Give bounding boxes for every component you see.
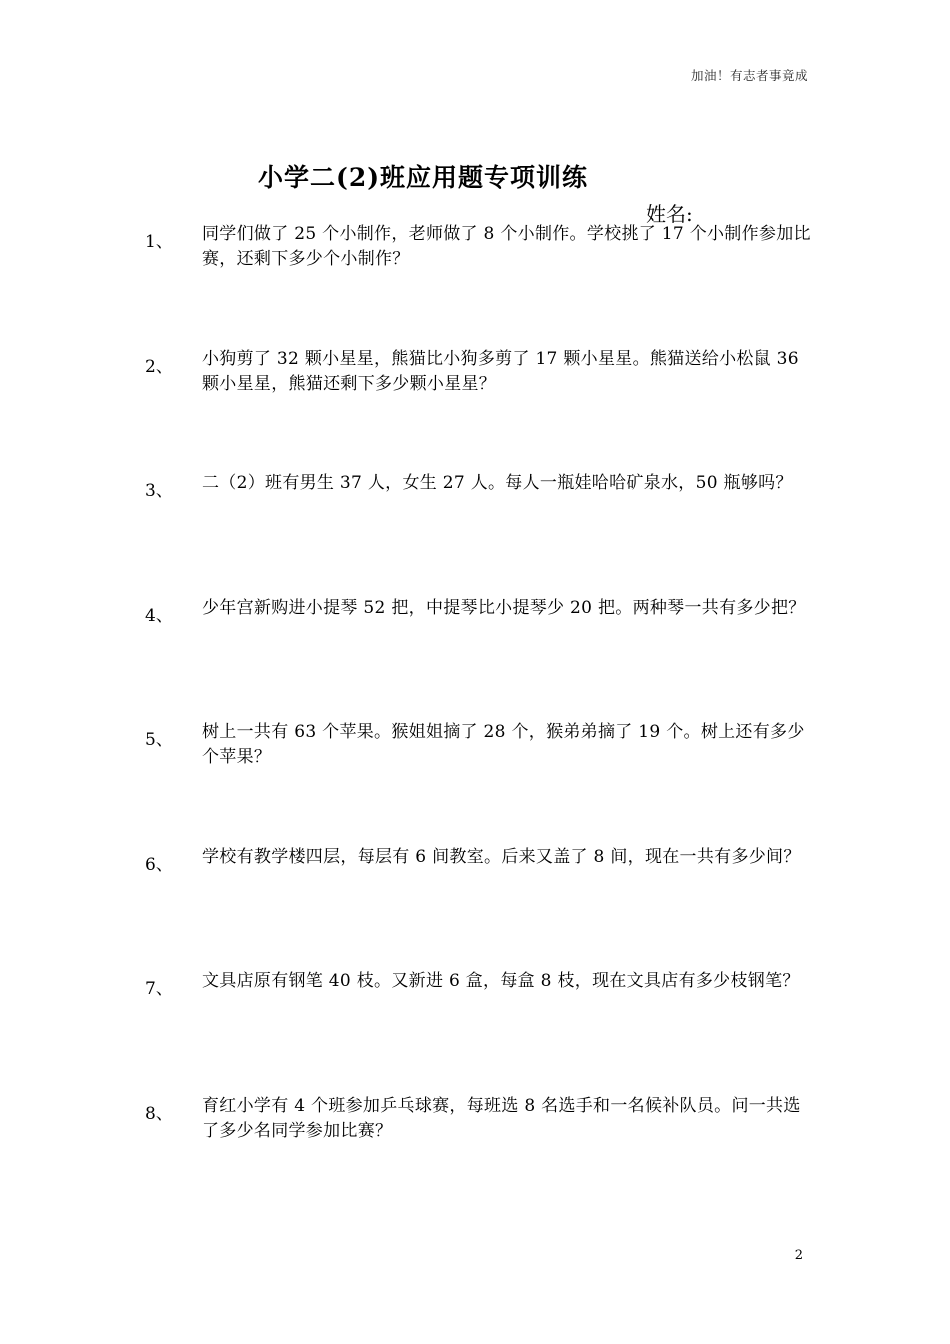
question-number: 2、 <box>145 356 173 377</box>
question-text: 育红小学有 4 个班参加乒乓球赛，每班选 8 名选手和一名候补队员。问一共选了多少名同学参加比赛？ <box>202 1095 801 1141</box>
question-item <box>0 1094 950 1219</box>
question-number: 6、 <box>145 854 173 875</box>
name-label: 姓名: <box>646 202 693 226</box>
question-text: 学校有教学楼四层，每层有 6 间教室。后来又盖了 8 间，现在一共有多少间？ <box>202 846 801 867</box>
question-item <box>0 845 950 970</box>
question-text: 同学们做了 25 个小制作，老师做了 8 个小制作。学校挑了 17 个小制作参加比赛，还剩下多少个小制作？ <box>202 224 811 269</box>
question-item <box>0 471 950 596</box>
header-motto: 加油！有志者事竟成 <box>690 68 808 83</box>
question-text: 少年宫新购进小提琴 52 把，中提琴比小提琴少 20 把。两种琴一共有多少把？ <box>202 597 806 618</box>
page-number: 2 <box>794 1248 803 1263</box>
question-number: 5、 <box>145 730 173 750</box>
question-item <box>0 720 950 845</box>
question-number: 1、 <box>145 232 173 252</box>
question-number: 8、 <box>145 1103 173 1124</box>
question-number: 7、 <box>145 979 173 999</box>
question-item <box>0 222 950 347</box>
question-text: 文具店原有钢笔 40 枝。又新进 6 盒，每盒 8 枝，现在文具店有多少枝钢笔？ <box>202 971 800 991</box>
question-item <box>0 969 950 1094</box>
question-text: 树上一共有 63 个苹果。猴姐姐摘了 28 个，猴弟弟摘了 19 个。树上还有多少个苹果？ <box>202 722 805 767</box>
question-number: 4、 <box>145 605 173 626</box>
question-list <box>0 222 950 1218</box>
question-item <box>0 596 950 721</box>
page-title: 小学二(2)班应用题专项训练 <box>258 163 589 192</box>
question-item <box>0 347 950 472</box>
question-text: 小狗剪了 32 颗小星星，熊猫比小狗多剪了 17 颗小星星。熊猫送给小松鼠 36 颗小星星，熊猫还剩下多少颗小星星？ <box>202 348 799 394</box>
question-number: 3、 <box>145 481 173 501</box>
question-text: 二（2）班有男生 37 人，女生 27 人。每人一瓶娃哈哈矿泉水，50 瓶够吗？ <box>202 473 793 493</box>
